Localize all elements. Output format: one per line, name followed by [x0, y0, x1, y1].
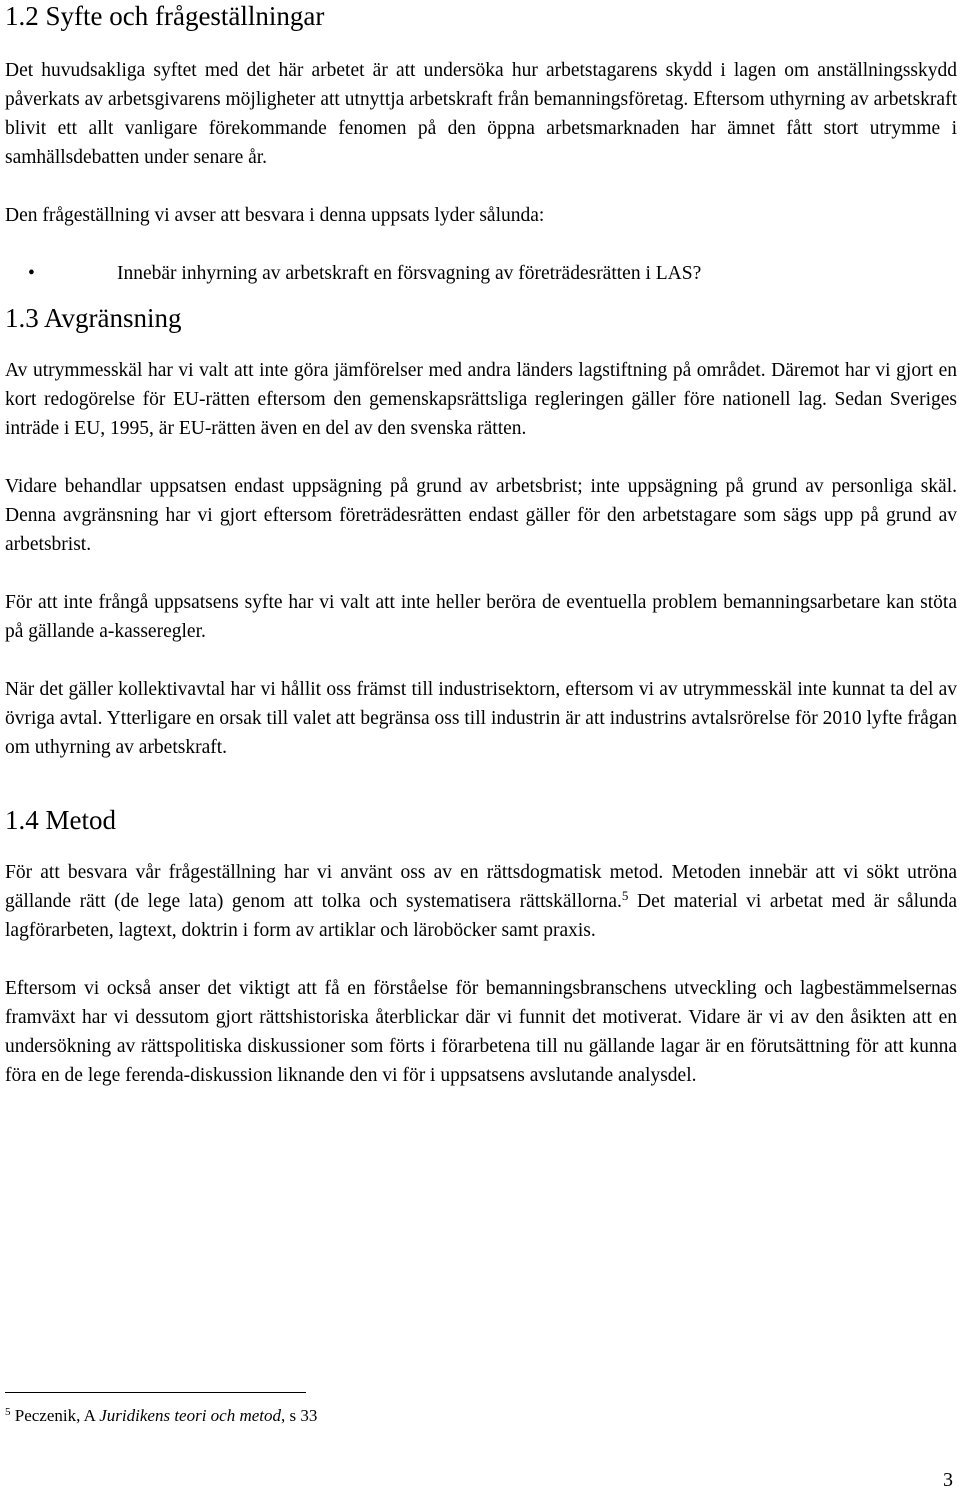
- page-number: 3: [943, 1469, 953, 1491]
- paragraph-metod-1-part-a: För att besvara vår frågeställning har vi använt oss av en rättsdogmatisk metod. Metoden innebär att vi sökt utröna gällande rätt (de lege lata) genom att tolka och systematisera rättskällorna.: [5, 862, 957, 912]
- footnote-page-ref: , s 33: [281, 1406, 318, 1425]
- list-item-text: Innebär inhyrning av arbetskraft en försvagning av företrädesrätten i LAS?: [117, 263, 702, 284]
- footnote-divider: [5, 1392, 306, 1393]
- paragraph-syfte-2: Den frågeställning vi avser att besvara i denna uppsats lyder sålunda:: [5, 205, 545, 226]
- paragraph-syfte-1-part-b: Eftersom uthyrning av arbetskraft blivit ett allt vanligare förekommande fenomen på den öppna arbetsmarknaden har ämnet fått stort utrymme i samhällsdebatten under senare år.: [5, 89, 957, 168]
- footnote-number: 5: [5, 1406, 11, 1418]
- list-item: [5, 259, 957, 288]
- paragraph-metod-1-part-b: Det material vi arbetat med är sålunda lagförarbeten, lagtext, doktrin i form av artiklar och läroböcker samt praxis.: [5, 891, 957, 941]
- paragraph-avgransning-1: Av utrymmesskäl har vi valt att inte göra jämförelser med andra länders lagstiftning på området. Däremot har vi gjort en kort redogörelse för EU-rätten eftersom den gemenskapsrättsliga regleringen gäller före nationell lag. Sedan Sveriges inträde i EU, 1995, är EU-rätten även en del av den svenska rätten.: [5, 360, 957, 439]
- bullet-icon: •: [28, 263, 35, 284]
- paragraph-metod-1: [5, 858, 957, 945]
- page-content: [5, 0, 957, 1090]
- footnote: [5, 1405, 317, 1427]
- footnote-author: Peczenik, A: [10, 1406, 100, 1425]
- paragraph-syfte-1: [5, 56, 957, 172]
- section-heading-avgransning: 1.3 Avgränsning: [5, 303, 182, 333]
- paragraph-metod-2: Eftersom vi också anser det viktigt att få en förståelse för bemanningsbranschens utveckling och lagbestämmelsernas framväxt har vi dessutom gjort rättshistoriska återblickar där vi funnit det motiverat. Vidare är vi av den åsikten att en undersökning av rättspolitiska diskussioner som förts i förarbetena till nu gällande lagar är en förutsättning för att kunna föra en de lege ferenda-diskussion liknande den vi för i uppsatsens avslutande analysdel.: [5, 978, 957, 1086]
- paragraph-syfte-1-part-a: Det huvudsakliga syftet med det här arbetet är att undersöka hur arbetstagarens skydd i lagen om anställningsskydd påverkats av arbetsgivarens möjligheter att utnyttja arbetskraft från bemanningsföretag.: [5, 60, 957, 110]
- question-list: [5, 259, 957, 288]
- section-heading-metod: 1.4 Metod: [5, 805, 116, 835]
- footnote-title: Juridikens teori och metod: [99, 1406, 282, 1425]
- paragraph-avgransning-3: För att inte frångå uppsatsens syfte har vi valt att inte heller beröra de eventuella problem bemanningsarbetare kan stöta på gällande a-kasseregler.: [5, 592, 957, 642]
- footnote-reference[interactable]: 5: [621, 888, 629, 903]
- paragraph-avgransning-2: Vidare behandlar uppsatsen endast uppsägning på grund av arbetsbrist; inte uppsägning på grund av personliga skäl. Denna avgränsning har vi gjort eftersom företrädesrätten endast gäller för den arbetstagare som sägs upp på grund av arbetsbrist.: [5, 476, 957, 555]
- section-heading-syfte: 1.2 Syfte och frågeställningar: [5, 1, 325, 31]
- paragraph-avgransning-4: När det gäller kollektivavtal har vi hållit oss främst till industrisektorn, eftersom vi av utrymmesskäl inte kunnat ta del av övriga avtal. Ytterligare en orsak till valet att begränsa oss till industrin är att industrins avtalsrörelse för 2010 lyfte frågan om uthyrning av arbetskraft.: [5, 679, 957, 758]
